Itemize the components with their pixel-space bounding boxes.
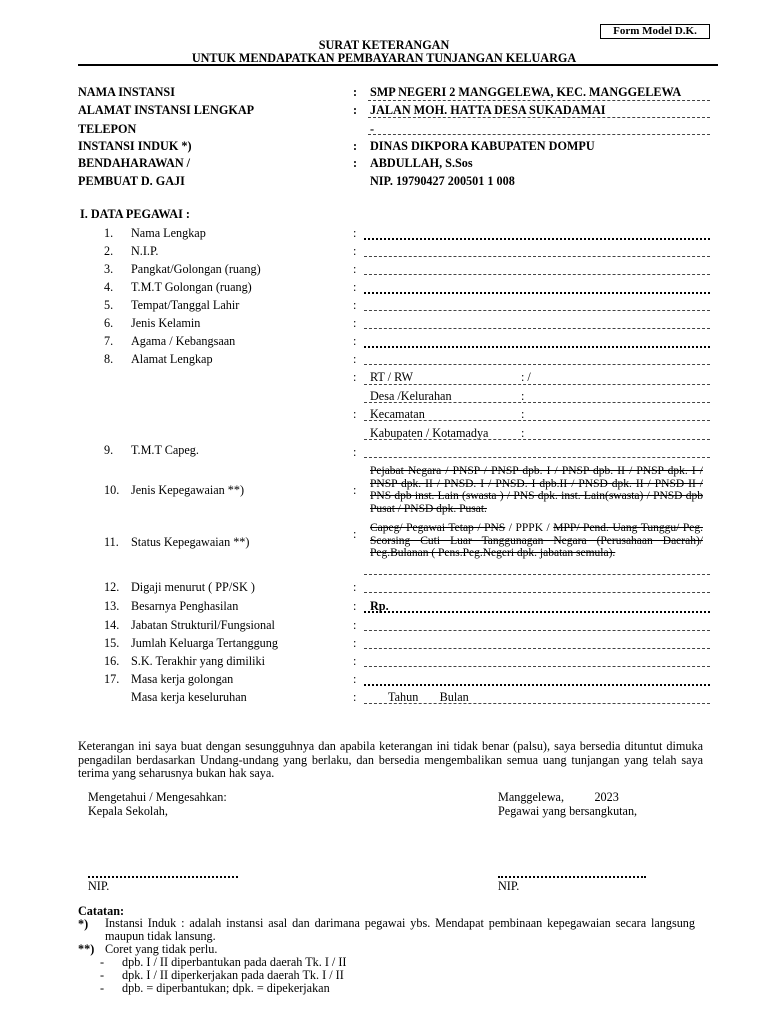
status-pppk: / PPPK / <box>505 522 554 534</box>
title-line-2: UNTUK MENDAPATKAN PEMBAYARAN TUNJANGAN KELUARGA <box>191 51 577 65</box>
fill-line <box>368 134 710 135</box>
colon: : <box>353 527 357 541</box>
fill-line <box>364 574 710 575</box>
colon: : <box>353 407 357 421</box>
item-no: 10. <box>104 483 120 497</box>
fill-line <box>364 648 710 649</box>
item-label-sk: S.K. Terakhir yang dimiliki <box>131 654 265 668</box>
item-no: 13. <box>104 599 120 613</box>
title-line-1: SURAT KETERANGAN <box>318 38 450 52</box>
sig-right-nip: NIP. <box>498 879 520 893</box>
fill-line-tmt <box>364 292 710 294</box>
colon: : <box>353 226 357 240</box>
item-label-nama: Nama Lengkap <box>131 226 206 240</box>
item-no: 11. <box>104 535 119 549</box>
colon: : <box>353 618 357 632</box>
header-value-nip: NIP. 19790427 200501 1 008 <box>370 174 515 188</box>
header-value-telepon: - <box>370 122 375 136</box>
colon: : <box>353 445 357 459</box>
colon: : <box>521 426 525 440</box>
item-label-tmt-golongan: T.M.T Golongan (ruang) <box>131 280 252 294</box>
item-label-masa-golongan: Masa kerja golongan <box>131 672 234 686</box>
colon: : <box>353 654 357 668</box>
colon: : <box>353 280 357 294</box>
fill-line <box>364 703 710 704</box>
notes-star1: *) <box>78 917 89 931</box>
fill-line <box>368 117 710 118</box>
notes-star2: **) <box>78 942 95 956</box>
item-no: 17. <box>104 672 120 686</box>
item-no: 15. <box>104 636 120 650</box>
fill-line-alamat <box>364 364 710 365</box>
colon: : <box>353 580 357 594</box>
item-no: 3. <box>104 262 114 276</box>
status-kepegawaian-options <box>370 522 703 560</box>
item-label-jenis-kepegawaian: Jenis Kepegawaian **) <box>131 483 245 497</box>
section-title: I. DATA PEGAWAI : <box>80 207 190 221</box>
item-label-alamat: Alamat Lengkap <box>131 352 213 366</box>
item-label-masa-keseluruhan: Masa kerja keseluruhan <box>131 690 247 704</box>
title-underline <box>78 64 718 66</box>
item-label-penghasilan: Besarnya Penghasilan <box>131 599 239 613</box>
colon: : <box>353 483 357 497</box>
sig-left-line1: Mengetahui / Mengesahkan: <box>88 790 227 804</box>
notes-bullet: dpb. I / II diperbantukan pada daerah Tk. I / II <box>122 955 347 969</box>
item-label-status-kepegawaian: Status Kepegawaian **) <box>131 535 250 549</box>
header-label-telepon: TELEPON <box>78 122 137 136</box>
fill-line <box>364 439 710 440</box>
sig-right-line1: Manggelewa, 2023 <box>498 790 619 804</box>
header-value-induk: DINAS DIKPORA KABUPATEN DOMPU <box>370 139 595 153</box>
colon: : <box>353 103 358 117</box>
status-strike-2: MPP/ Pend. Uang Tunggu/ Peg. Scorsing Cuti Luar Tanggunagan Negara (Perusahaan Daerah)/ Peg.Bulanan ( Pens.Peg.Negeri dpk. jabatan semula). <box>370 522 703 559</box>
fill-line-jk <box>364 328 710 329</box>
item-label-digaji: Digaji menurut ( PP/SK ) <box>131 580 255 594</box>
item-label-pangkat: Pangkat/Golongan (ruang) <box>131 262 261 276</box>
colon: : <box>353 636 357 650</box>
header-label-pembuat: PEMBUAT D. GAJI <box>78 174 185 188</box>
fill-line-nama <box>364 238 710 240</box>
colon: : <box>353 85 358 99</box>
fill-line-nip <box>364 256 710 257</box>
item-no: 5. <box>104 298 114 312</box>
item-label-tmt-capeg: T.M.T Capeg. <box>131 443 199 457</box>
fill-line <box>364 384 710 385</box>
colon: : <box>353 262 357 276</box>
header-label-bendaharawan: BENDAHARAWAN / <box>78 156 191 170</box>
form-model-label: Form Model D.K. <box>600 24 710 39</box>
item-no: 7. <box>104 334 114 348</box>
item-no: 16. <box>104 654 120 668</box>
sig-left-line2: Kepala Sekolah, <box>88 804 168 818</box>
colon: : <box>521 389 525 403</box>
fill-line-pangkat <box>364 274 710 275</box>
fill-line <box>364 666 710 667</box>
notes-star2-text: Coret yang tidak perlu. <box>105 942 218 956</box>
bullet-dash: - <box>100 955 105 969</box>
desa-label: Desa /Kelurahan <box>370 389 452 403</box>
sig-right-line2: Pegawai yang bersangkutan, <box>498 804 638 818</box>
header-label-alamat: ALAMAT INSTANSI LENGKAP <box>78 103 255 117</box>
sig-left-line <box>88 876 238 878</box>
colon: : <box>353 334 357 348</box>
rt-rw-label: RT / RW <box>370 370 414 384</box>
fill-line <box>364 630 710 631</box>
fill-line <box>364 684 710 686</box>
item-label-jabatan: Jabatan Strukturil/Fungsional <box>131 618 275 632</box>
header-label-instansi: NAMA INSTANSI <box>78 85 175 99</box>
rt-rw-value: : / <box>521 370 531 384</box>
header-label-induk: INSTANSI INDUK *) <box>78 139 192 153</box>
masa-kerja-value: Tahun Bulan <box>388 690 469 704</box>
item-label-ttl: Tempat/Tanggal Lahir <box>131 298 240 312</box>
fill-line <box>368 100 710 101</box>
item-no: 4. <box>104 280 114 294</box>
sig-left-nip: NIP. <box>88 879 110 893</box>
item-label-nip: N.I.P. <box>131 244 159 258</box>
colon: : <box>353 352 357 366</box>
item-no: 1. <box>104 226 114 240</box>
item-label-keluarga: Jumlah Keluarga Tertanggung <box>131 636 278 650</box>
colon: : <box>353 599 357 613</box>
kabupaten-label: Kabupaten / Kotamadya <box>370 426 489 440</box>
fill-line <box>364 420 710 421</box>
fill-line <box>364 611 710 613</box>
notes-star1-text: Instansi Induk : adalah instansi asal dan darimana pegawai ybs. Mendapat pembinaan kepegawaian secara langsung maupun tidak lansung. <box>105 916 695 943</box>
bullet-dash: - <box>100 968 105 982</box>
item-no: 2. <box>104 244 114 258</box>
item-no: 9. <box>104 443 114 457</box>
colon: : <box>353 156 358 170</box>
colon: : <box>521 407 525 421</box>
status-strike-1: Capeg/ Pegawai Tetap / PNS <box>370 522 506 534</box>
fill-line <box>364 592 710 593</box>
colon: : <box>353 139 358 153</box>
notes-title: Catatan: <box>78 904 125 918</box>
header-value-instansi: SMP NEGERI 2 MANGGELEWA, KEC. MANGGELEWA <box>370 85 682 99</box>
bullet-dash: - <box>100 981 105 995</box>
notes-bullet: dpb. = diperbantukan; dpk. = dipekerjakan <box>122 981 330 995</box>
item-label-jenis-kelamin: Jenis Kelamin <box>131 316 201 330</box>
header-value-alamat: JALAN MOH. HATTA DESA SUKADAMAI <box>370 103 606 117</box>
item-no: 12. <box>104 580 120 594</box>
jenis-kepegawaian-options: Pejabat Negara / PNSP / PNSP dpb. I / PNSP dpb. II / PNSP dpk. I / PNSP dpk. II / PNSD. I / PNSD. I dpb.II / PNSD dpk. II / PNSD II / PNS dpb inst. Lain (swasta ) / PNS dpk. inst. Lain(swasta) / PNSD dpb Pusat / PNSD dpk. Pusat. <box>370 465 703 515</box>
fill-line <box>364 457 710 458</box>
colon: : <box>353 316 357 330</box>
fill-line <box>364 402 710 403</box>
item-no: 8. <box>104 352 114 366</box>
colon: : <box>353 370 357 384</box>
header-value-bendaharawan: ABDULLAH, S.Sos <box>370 156 473 170</box>
colon: : <box>353 690 357 704</box>
colon: : <box>353 244 357 258</box>
statement-paragraph: Keterangan ini saya buat dengan sesungguhnya dan apabila keterangan ini tidak benar (palsu), saya bersedia dituntut dimuka pengadilan berdasarkan Undang-undang yang berlaku, dan bersedia mengembalikan semua uang tunjangan yang telah saya terima yang seharusnya bukan hak saya. <box>78 739 703 780</box>
item-no: 6. <box>104 316 114 330</box>
item-label-agama: Agama / Kebangsaan <box>131 334 236 348</box>
penghasilan-value: Rp. <box>370 599 389 613</box>
fill-line-agama <box>364 346 710 348</box>
notes-bullet: dpk. I / II diperkerjakan pada daerah Tk. I / II <box>122 968 344 982</box>
fill-line-ttl <box>364 310 710 311</box>
kecamatan-label: Kecamatan <box>370 407 425 421</box>
colon: : <box>353 298 357 312</box>
item-no: 14. <box>104 618 120 632</box>
sig-right-line <box>498 876 646 878</box>
colon: : <box>353 672 357 686</box>
